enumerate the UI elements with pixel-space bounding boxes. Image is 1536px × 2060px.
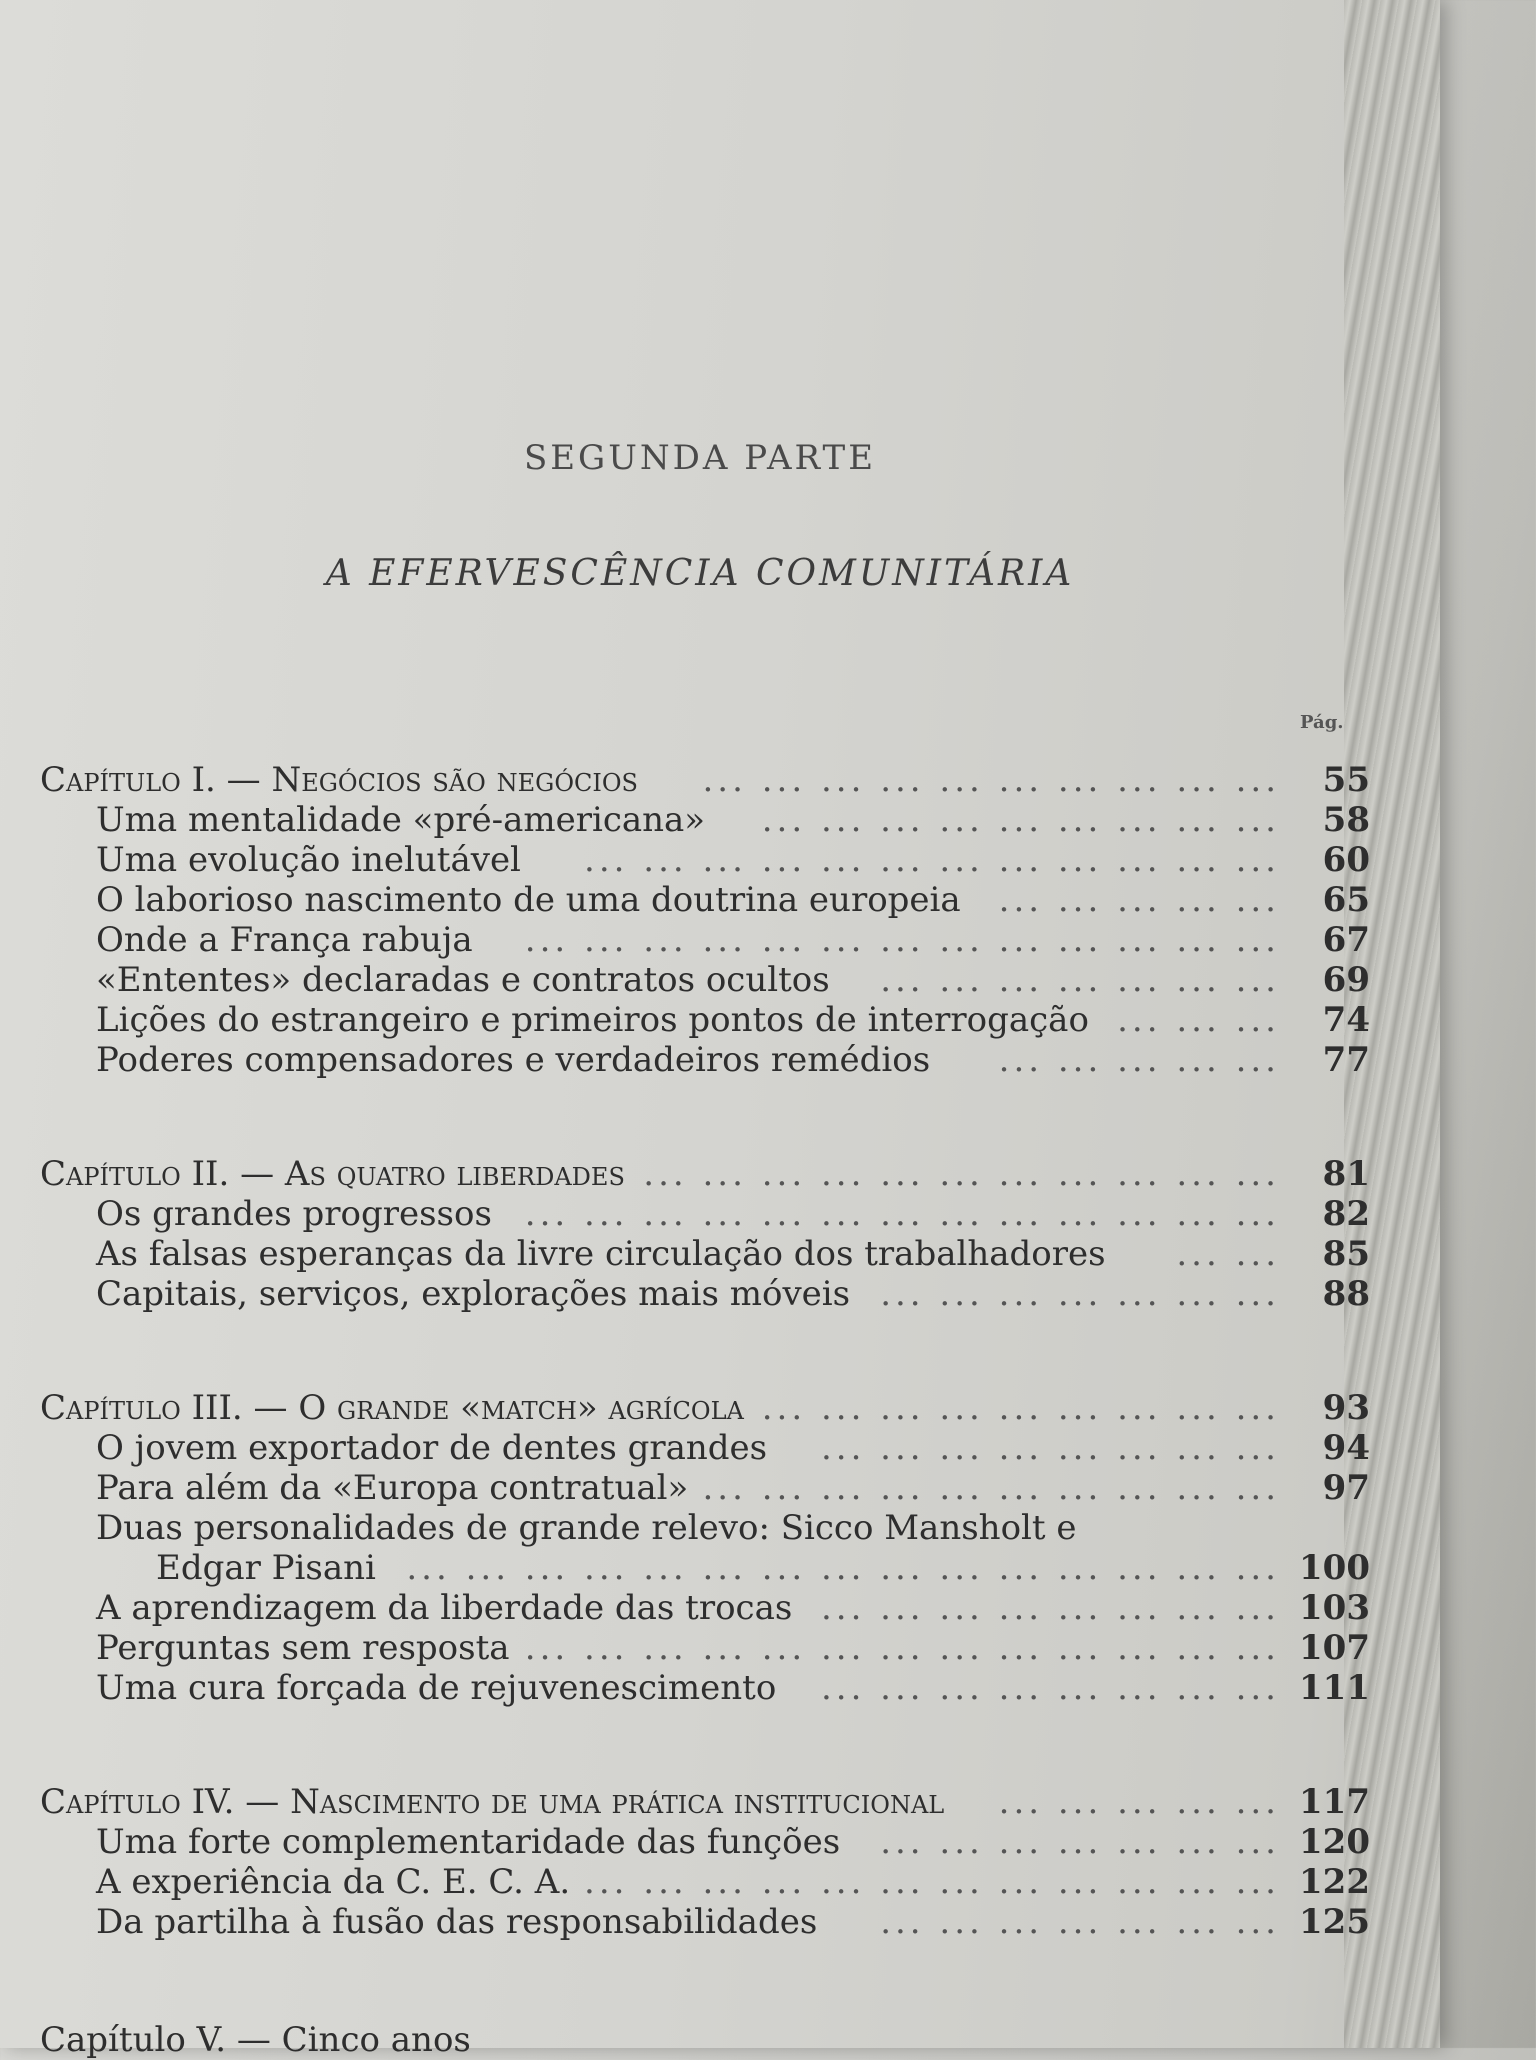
toc-entry: [40, 880, 1370, 920]
toc-entry: [40, 840, 1370, 880]
toc-chapter-heading: [40, 1154, 1370, 1194]
toc-entry-title: Duas personalidades de grande relevo: Sicco Mansholt e: [96, 1508, 1077, 1548]
toc-entry-title: Edgar Pisani: [156, 1548, 376, 1588]
leader-dots: ... ... ... ... ... ... ... ... ... ...: [702, 1468, 1280, 1508]
leader-dots: ... ... ... ... ... ... ... ... ... ... ... ... ... ... ...: [406, 1548, 1280, 1588]
leader-dots: ... ... ... ... ... ... ... ... ...: [761, 1388, 1280, 1428]
toc-page-number: 93: [1322, 1388, 1370, 1428]
toc-entry: [40, 1428, 1370, 1468]
leader-dots: ... ... ... ... ... ... ... ... ... ... ... ... ...: [524, 1628, 1280, 1668]
toc-entry-title: Onde a França rabuja: [96, 920, 473, 960]
toc-entry-title: O laborioso nascimento de uma doutrina europeia: [96, 880, 961, 920]
toc-entry-title: Capítulo I. — Negócios são negócios: [40, 760, 638, 800]
leader-dots: ... ... ... ... ... ... ...: [880, 960, 1280, 1000]
toc-entry-title: Capítulo IV. — Nascimento de uma prática institucional: [40, 1782, 945, 1822]
toc-entry: [40, 1194, 1370, 1234]
toc-entry-title: Poderes compensadores e verdadeiros remédios: [96, 1040, 931, 1080]
toc-page-number: 88: [1322, 1274, 1370, 1314]
toc-page-number: 77: [1322, 1040, 1370, 1080]
toc-entry-title: Perguntas sem resposta: [96, 1628, 510, 1668]
leader-dots: ... ... ... ... ... ... ...: [880, 1274, 1280, 1314]
leader-dots: ... ... ... ... ...: [998, 880, 1280, 920]
toc-entry: [40, 920, 1370, 960]
leader-dots: ... ... ... ... ... ... ... ...: [820, 1588, 1280, 1628]
toc-entry-title: Uma forte complementaridade das funções: [96, 1822, 841, 1862]
toc-entry: [40, 1902, 1370, 1942]
toc-entry-title: Da partilha à fusão das responsabilidades: [96, 1902, 818, 1942]
toc-page-number: 81: [1322, 1154, 1370, 1194]
toc-chapter: [40, 1388, 1370, 1708]
leader-dots: ... ... ... ... ... ... ... ... ... ...: [702, 760, 1280, 800]
toc-entry: [40, 1862, 1370, 1902]
toc-page-number: 94: [1322, 1428, 1370, 1468]
toc-entry: [40, 1234, 1370, 1274]
toc-entry-title: Capítulo III. — O grande «match» agrícola: [40, 1388, 744, 1428]
toc-entry: [40, 1040, 1370, 1080]
part-title: SEGUNDA PARTE: [523, 438, 877, 478]
toc-entry: [40, 1548, 1370, 1588]
toc-entry: [40, 1000, 1370, 1040]
leader-dots: ... ... ... ... ... ... ...: [880, 1902, 1280, 1942]
toc-page-number: 117: [1299, 1782, 1370, 1822]
toc-entry: [40, 1274, 1370, 1314]
toc-page-number: 97: [1322, 1468, 1370, 1508]
toc-entry-title: Uma mentalidade «pré-americana»: [96, 800, 706, 840]
toc-entry: [40, 960, 1370, 1000]
toc-entry: [40, 1822, 1370, 1862]
toc-page-number: 100: [1299, 1548, 1370, 1588]
toc-chapter: [40, 1782, 1370, 1942]
leader-dots: ... ... ... ... ... ... ... ... ... ... ...: [643, 1154, 1280, 1194]
toc-page-number: 122: [1299, 1862, 1370, 1902]
toc-chapter-heading: [40, 760, 1370, 800]
section-title: A EFERVESCÊNCIA COMUNITÁRIA: [325, 553, 1075, 594]
toc-entry-title: Capitais, serviços, explorações mais móveis: [96, 1274, 851, 1314]
toc-page-number: 74: [1322, 1000, 1370, 1040]
toc-entry-title: Uma evolução inelutável: [96, 840, 521, 880]
toc-page-number: 82: [1322, 1194, 1370, 1234]
toc-entry-title: O jovem exportador de dentes grandes: [96, 1428, 768, 1468]
toc-entry: [40, 1468, 1370, 1508]
toc-chapter: [40, 760, 1370, 1080]
toc-page-number: 103: [1299, 1588, 1370, 1628]
toc-page-number: 85: [1322, 1234, 1370, 1274]
leader-dots: ... ... ... ... ... ... ... ... ... ... ... ... ...: [524, 920, 1280, 960]
toc-entry: [40, 1628, 1370, 1668]
toc-entry-title: Uma cura forçada de rejuvenescimento: [96, 1668, 777, 1708]
toc-entry: [40, 1508, 1370, 1548]
leader-dots: ... ... ... ... ...: [998, 1782, 1280, 1822]
toc-page-number: 67: [1322, 920, 1370, 960]
leader-dots: ... ... ... ... ...: [998, 1040, 1280, 1080]
toc-chapter: [40, 1154, 1370, 1314]
toc-page-number: 111: [1299, 1668, 1370, 1708]
leader-dots: ... ... ... ... ... ... ... ... ... ... ... ... ...: [524, 1194, 1280, 1234]
toc-entry: [40, 800, 1370, 840]
toc-page-number: 58: [1322, 800, 1370, 840]
leader-dots: ... ...: [1176, 1234, 1280, 1274]
toc-entry-title: Para além da «Europa contratual»: [96, 1468, 689, 1508]
table-of-contents: [40, 760, 1370, 2016]
toc-page-number: 60: [1322, 840, 1370, 880]
toc-page-number: 107: [1299, 1628, 1370, 1668]
toc-page-number: 120: [1299, 1822, 1370, 1862]
toc-entry-title: «Ententes» declaradas e contratos ocultos: [96, 960, 830, 1000]
page-column-header: Pág.: [1300, 712, 1344, 733]
toc-page-number: 125: [1299, 1902, 1370, 1942]
toc-entry-title: A experiência da C. E. C. A.: [96, 1862, 571, 1902]
toc-entry-title: As falsas esperanças da livre circulação dos trabalhadores: [96, 1234, 1106, 1274]
leader-dots: ... ... ... ... ... ... ... ... ... ... ... ...: [584, 840, 1280, 880]
toc-entry-title: Capítulo II. — As quatro liberdades: [40, 1154, 625, 1194]
leader-dots: ... ... ... ... ... ... ... ...: [820, 1668, 1280, 1708]
toc-entry-title: Lições do estrangeiro e primeiros pontos de interrogação: [96, 1000, 1089, 1040]
toc-page-number: 69: [1322, 960, 1370, 1000]
leader-dots: ... ... ...: [1117, 1000, 1280, 1040]
toc-chapter-heading: [40, 1782, 1370, 1822]
leader-dots: ... ... ... ... ... ... ... ...: [820, 1428, 1280, 1468]
toc-entry-title: Os grandes progressos: [96, 1194, 492, 1234]
leader-dots: ... ... ... ... ... ... ... ... ...: [761, 800, 1280, 840]
toc-chapter-heading: [40, 1388, 1370, 1428]
leader-dots: ... ... ... ... ... ... ... ... ... ... ... ...: [584, 1862, 1280, 1902]
toc-page-number: 55: [1322, 760, 1370, 800]
toc-entry: [40, 1588, 1370, 1628]
leader-dots: ... ... ... ... ... ... ...: [880, 1822, 1280, 1862]
toc-entry: [40, 1668, 1370, 1708]
toc-page-number: 65: [1322, 880, 1370, 920]
toc-entry-title: A aprendizagem da liberdade das trocas: [96, 1588, 793, 1628]
cut-off-chapter-heading: Capítulo V. — Cinco anos: [40, 2020, 471, 2060]
